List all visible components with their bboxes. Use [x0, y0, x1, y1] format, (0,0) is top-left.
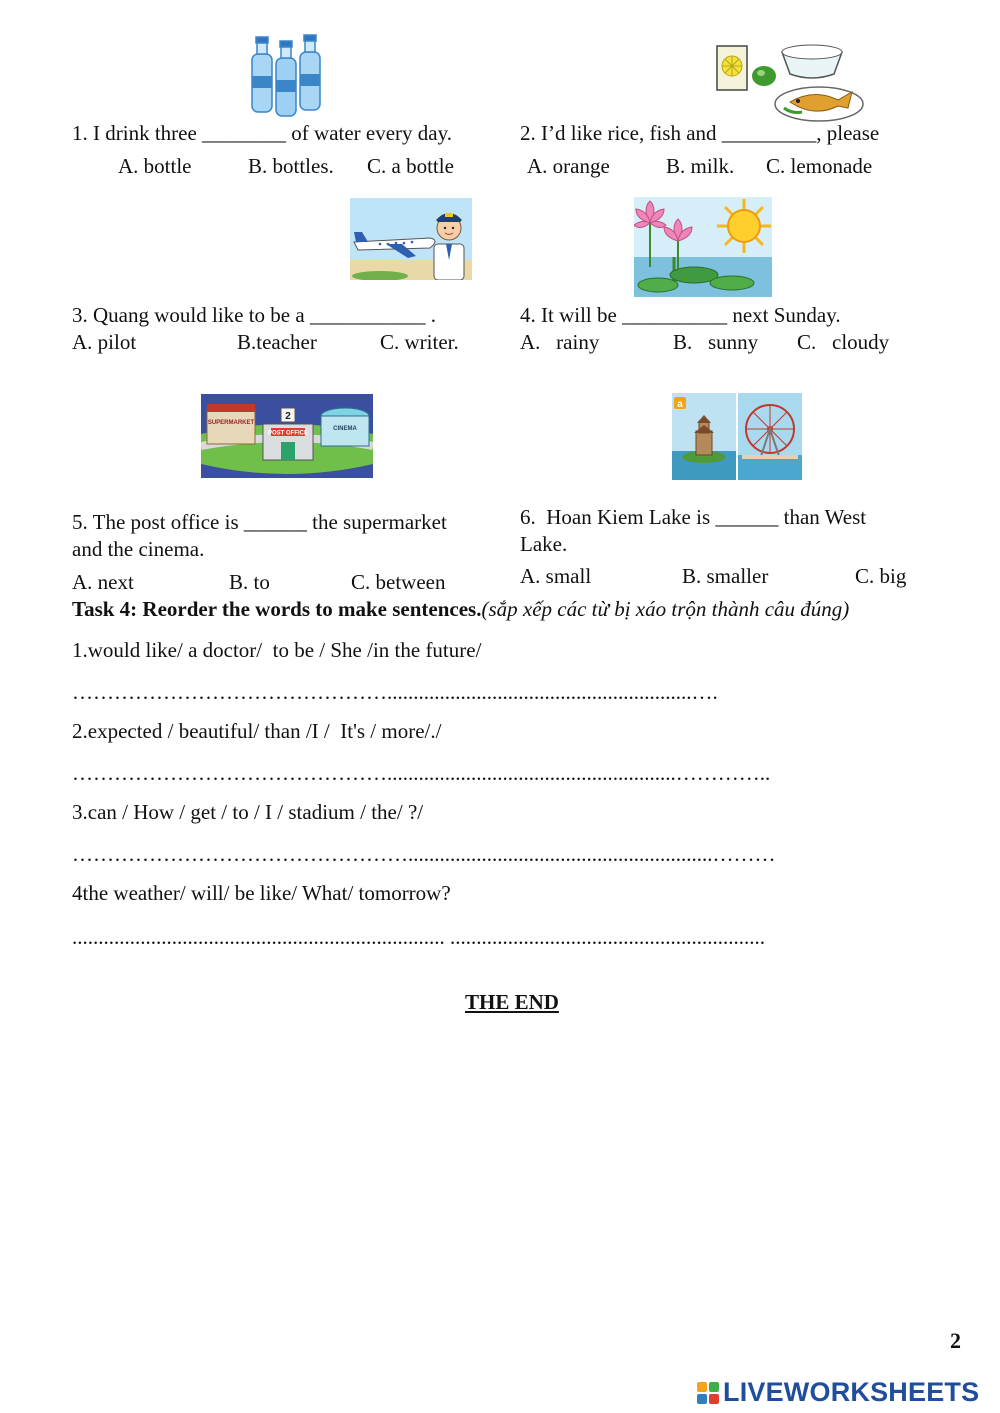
question-5-option-b: B. to [229, 570, 270, 594]
question-4-option-a: A. rainy [520, 330, 600, 354]
question-1-option-a: A. bottle [118, 154, 192, 178]
lake-badge: a [677, 399, 683, 410]
question-4-text: 4. It will be __________ next Sunday. [520, 303, 841, 327]
pilot-airplane-image [350, 198, 472, 280]
the-end-label: THE END [465, 990, 559, 1014]
liveworksheets-logo [697, 1377, 979, 1408]
reorder-prompt-2: 2.expected / beautiful/ than /I / It's / more/./ [72, 719, 442, 743]
question-6-option-c: C. big [855, 564, 907, 588]
map-label-number: 2 [285, 411, 291, 422]
map-label-supermarket: SUPERMARKET [207, 420, 255, 426]
question-4-option-c: C. cloudy [797, 330, 890, 354]
question-2-option-a: A. orange [527, 154, 610, 178]
question-5-option-a: A. next [72, 570, 134, 594]
question-3-text: 3. Quang would like to be a ___________ . [72, 303, 436, 327]
sunny-lotus-pond-image [634, 197, 772, 297]
reorder-answer-line-2[interactable]: ……………………………………….......................................................………….. [72, 761, 771, 785]
question-3-option-b: B.teacher [237, 330, 317, 354]
question-2-option-c: C. lemonade [766, 154, 873, 178]
lemonade-rice-fish-image [714, 38, 864, 124]
question-3-option-c: C. writer. [380, 330, 459, 354]
task-4-title: Task 4: Reorder the words to make sentences. [72, 597, 482, 621]
question-6-text-line2: Lake. [520, 532, 568, 556]
question-4-option-b: B. sunny [673, 330, 759, 354]
question-1-text: 1. I drink three ________ of water every day. [72, 121, 453, 145]
water-bottles-image [240, 32, 332, 120]
question-1-option-c: C. a bottle [367, 154, 454, 178]
reorder-prompt-4: 4the weather/ will/ be like/ What/ tomorrow? [72, 881, 451, 905]
page-number: 2 [950, 1328, 961, 1353]
reorder-answer-line-1[interactable]: ………………………………………..........................................................…. [72, 680, 718, 704]
reorder-prompt-1: 1.would like/ a doctor/ to be / She /in the future/ [72, 638, 482, 662]
question-6-text-line1: 6. Hoan Kiem Lake is ______ than West [520, 505, 867, 529]
question-2-option-b: B. milk. [666, 154, 735, 178]
question-5-text-line2: and the cinema. [72, 537, 205, 561]
question-2-text: 2. I’d like rice, fish and _________, please [520, 121, 880, 145]
task-4-subtitle: (sắp xếp các từ bị xáo trộn thành câu đúng) [481, 597, 850, 621]
task-4-heading [72, 597, 849, 621]
reorder-answer-line-3[interactable]: …………………………………………..........................................................……… [72, 842, 776, 866]
question-6-option-b: B. smaller [682, 564, 769, 588]
reorder-prompt-3: 3.can / How / get / to / I / stadium / the/ ?/ [72, 800, 424, 824]
town-map-image [201, 394, 373, 478]
question-3-option-a: A. pilot [72, 330, 137, 354]
lakes-image [672, 393, 802, 480]
question-6-option-a: A. small [520, 564, 592, 588]
liveworksheets-wordmark: LIVEWORKSHEETS [723, 1377, 980, 1407]
map-label-post-office: POST OFFICE [267, 430, 309, 437]
question-5-option-c: C. between [351, 570, 446, 594]
question-1-option-b: B. bottles. [248, 154, 334, 178]
reorder-answer-line-4[interactable]: ....................................................................... ............................................................ [72, 925, 765, 949]
question-5-text-line1: 5. The post office is ______ the supermarket [72, 510, 447, 534]
liveworksheets-logo-icon [697, 1382, 719, 1404]
map-label-cinema: CINEMA [333, 426, 357, 432]
